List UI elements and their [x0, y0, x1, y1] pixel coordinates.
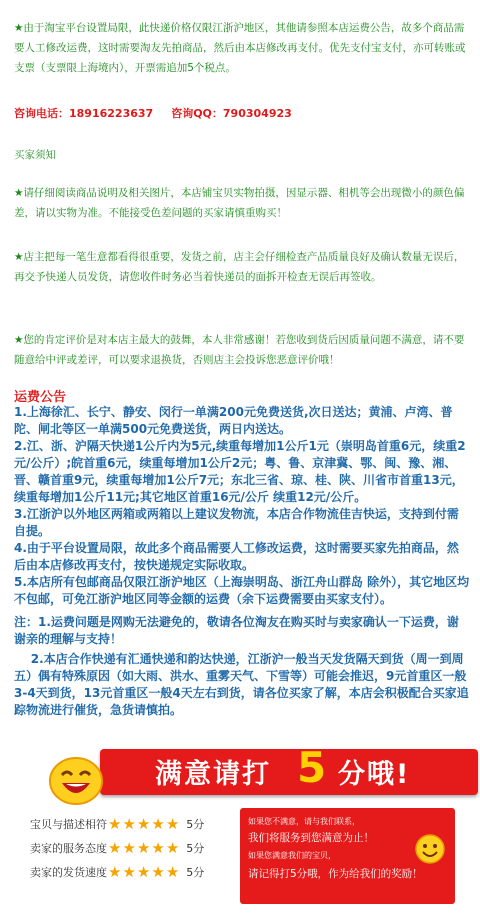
star-icon: ★ [122, 815, 136, 833]
buyer-notice-heading: 买家须知 [14, 149, 56, 161]
fee-item: 4.由于平台设置局限，故此多个商品需要人工修改运费，这时需要买家先拍商品，然后由本店修改再支付，按快递规定实际收取。 [14, 541, 459, 572]
fee-note-2: 2.本店合作快递有汇通快递和韵达快递，江浙沪一般当天发货隔天到货（周一到周五）偶有特殊原因（如大雨、洪水、重雾天气、下雪等）可能会推迟，9元首重区一般3-4天到货，13元首重区一般4天左右到货，请各位买家了解，本店会积极配合买家追踪物流进行催货，急货请慎拍。 [14, 652, 469, 717]
phone-number: 18916223637 [69, 107, 154, 120]
notice-paragraph-2: ★请仔细阅读商品说明及相关图片，本店铺宝贝实物拍摄，因显示器、相机等会出现微小的颜色偏差，请以实物为准。不能接受色差问题的买家请慎重购买！ [14, 187, 465, 219]
stars [108, 815, 180, 833]
star-icon: ★ [165, 863, 180, 881]
fee-title: 运费公告 [14, 390, 67, 405]
star-icon: ★ [108, 839, 122, 857]
rating-label: 宝贝与描述相符 [30, 818, 107, 831]
star-icon: ★ [108, 863, 122, 881]
rating-label: 卖家的服务态度 [30, 842, 107, 855]
qq-number: 790304923 [222, 107, 292, 120]
thumbs-up-smiley-icon [413, 832, 447, 866]
stars [108, 863, 180, 881]
notice-paragraph-4: ★您的肯定评价是对本店主最大的鼓舞，本人非常感谢！若您收到货后因质量问题不满意，请不要随意给中评或差评，可以要求退换货，否则店主会投诉您恶意评价哦！ [14, 334, 465, 366]
star-icon: ★ [151, 863, 165, 881]
fee-note-1: 注：1.运费问题是网购无法避免的，敬请各位淘友在购买时与卖家确认一下运费，谢谢亲的理解与支持！ [14, 615, 459, 646]
star-icon: ★ [122, 863, 136, 881]
star-icon: ★ [122, 839, 136, 857]
star-icon: ★ [108, 815, 122, 833]
rating-row [30, 860, 220, 884]
rating-score: 5分 [186, 818, 205, 831]
banner-number: 5 [297, 743, 327, 792]
fee-item: 2.江、浙、沪隔天快递1公斤内为5元,续重每增加1公斤1元（崇明岛首重6元，续重2元/公斤）;皖首重6元，续重每增加1公斤2元；粤、鲁、京津冀、鄂、闽、豫、湘、晋、赣首重9元，续重每增加1公斤7元；东北三省、琼、桂、陕、川省市首重13元，续重每增加1公斤11元;其它地区首重16元/公斤 续重12元/公斤。 [14, 439, 466, 504]
contact-line [14, 105, 470, 121]
rating-score: 5分 [186, 866, 205, 879]
fee-item: 3.江浙沪以外地区两箱或两箱以上建议发物流，本店合作物流佳吉快运，支持到付需自提。 [14, 507, 459, 538]
stars [108, 839, 180, 857]
rating-row [30, 836, 220, 860]
box-line-1: 如果您不满意，请与我们联系， [248, 817, 360, 826]
rating-banner [0, 735, 480, 805]
box-line-2: 我们将服务到您满意为止！ [248, 832, 374, 844]
box-line-3: 如果您满意我们的宝贝， [248, 851, 336, 860]
star-icon: ★ [136, 863, 151, 881]
satisfaction-box [240, 808, 455, 904]
rating-row [30, 812, 220, 836]
star-icon: ★ [136, 815, 151, 833]
qq-label: 咨询QQ： [171, 107, 223, 120]
notice-paragraph-1: ★由于淘宝平台设置局限，此快递价格仅限江浙沪地区，其他请参照本店运费公告，故多个商品需要人工修改运费，这时需要淘友先拍商品，然后由本店修改再支付。优先支付宝支付，亦可转账或支票（支票限上海境内），开票需追加5个税点。 [14, 22, 466, 74]
star-icon: ★ [165, 839, 180, 857]
fee-item: 5.本店所有包邮商品仅限江浙沪地区（上海崇明岛、浙江舟山群岛 除外），其它地区均不包邮，可免江浙沪地区同等金额的运费（余下运费需要由买家支付）。 [14, 575, 470, 606]
banner-text-a: 满意请打 [155, 759, 271, 790]
star-icon: ★ [151, 815, 165, 833]
banner-text-b: 分哦! [338, 759, 411, 790]
fee-list [14, 404, 470, 608]
star-icon: ★ [165, 815, 180, 833]
rating-label: 卖家的发货速度 [30, 866, 107, 879]
star-icon: ★ [151, 839, 165, 857]
ratings-list [30, 812, 220, 884]
phone-label: 咨询电话： [14, 107, 69, 120]
smiley-icon [46, 751, 106, 807]
fee-item: 1.上海徐汇、长宁、静安、闵行一单满200元免费送货,次日送达；黄浦、卢湾、普陀、闸北等区一单满500元免费送货，两日内送达。 [14, 405, 453, 436]
star-icon: ★ [136, 839, 151, 857]
box-line-4: 请记得打5分哦，作为给我们的奖励！ [248, 868, 423, 880]
rating-score: 5分 [186, 842, 205, 855]
notice-paragraph-3: ★店主把每一笔生意都看得很重要，发货之前，店主会仔细检查产品质量良好及确认数量无误后，再交予快递人员发货，请您收件时务必当着快递员的面拆开检查无误后再签收。 [14, 251, 465, 283]
